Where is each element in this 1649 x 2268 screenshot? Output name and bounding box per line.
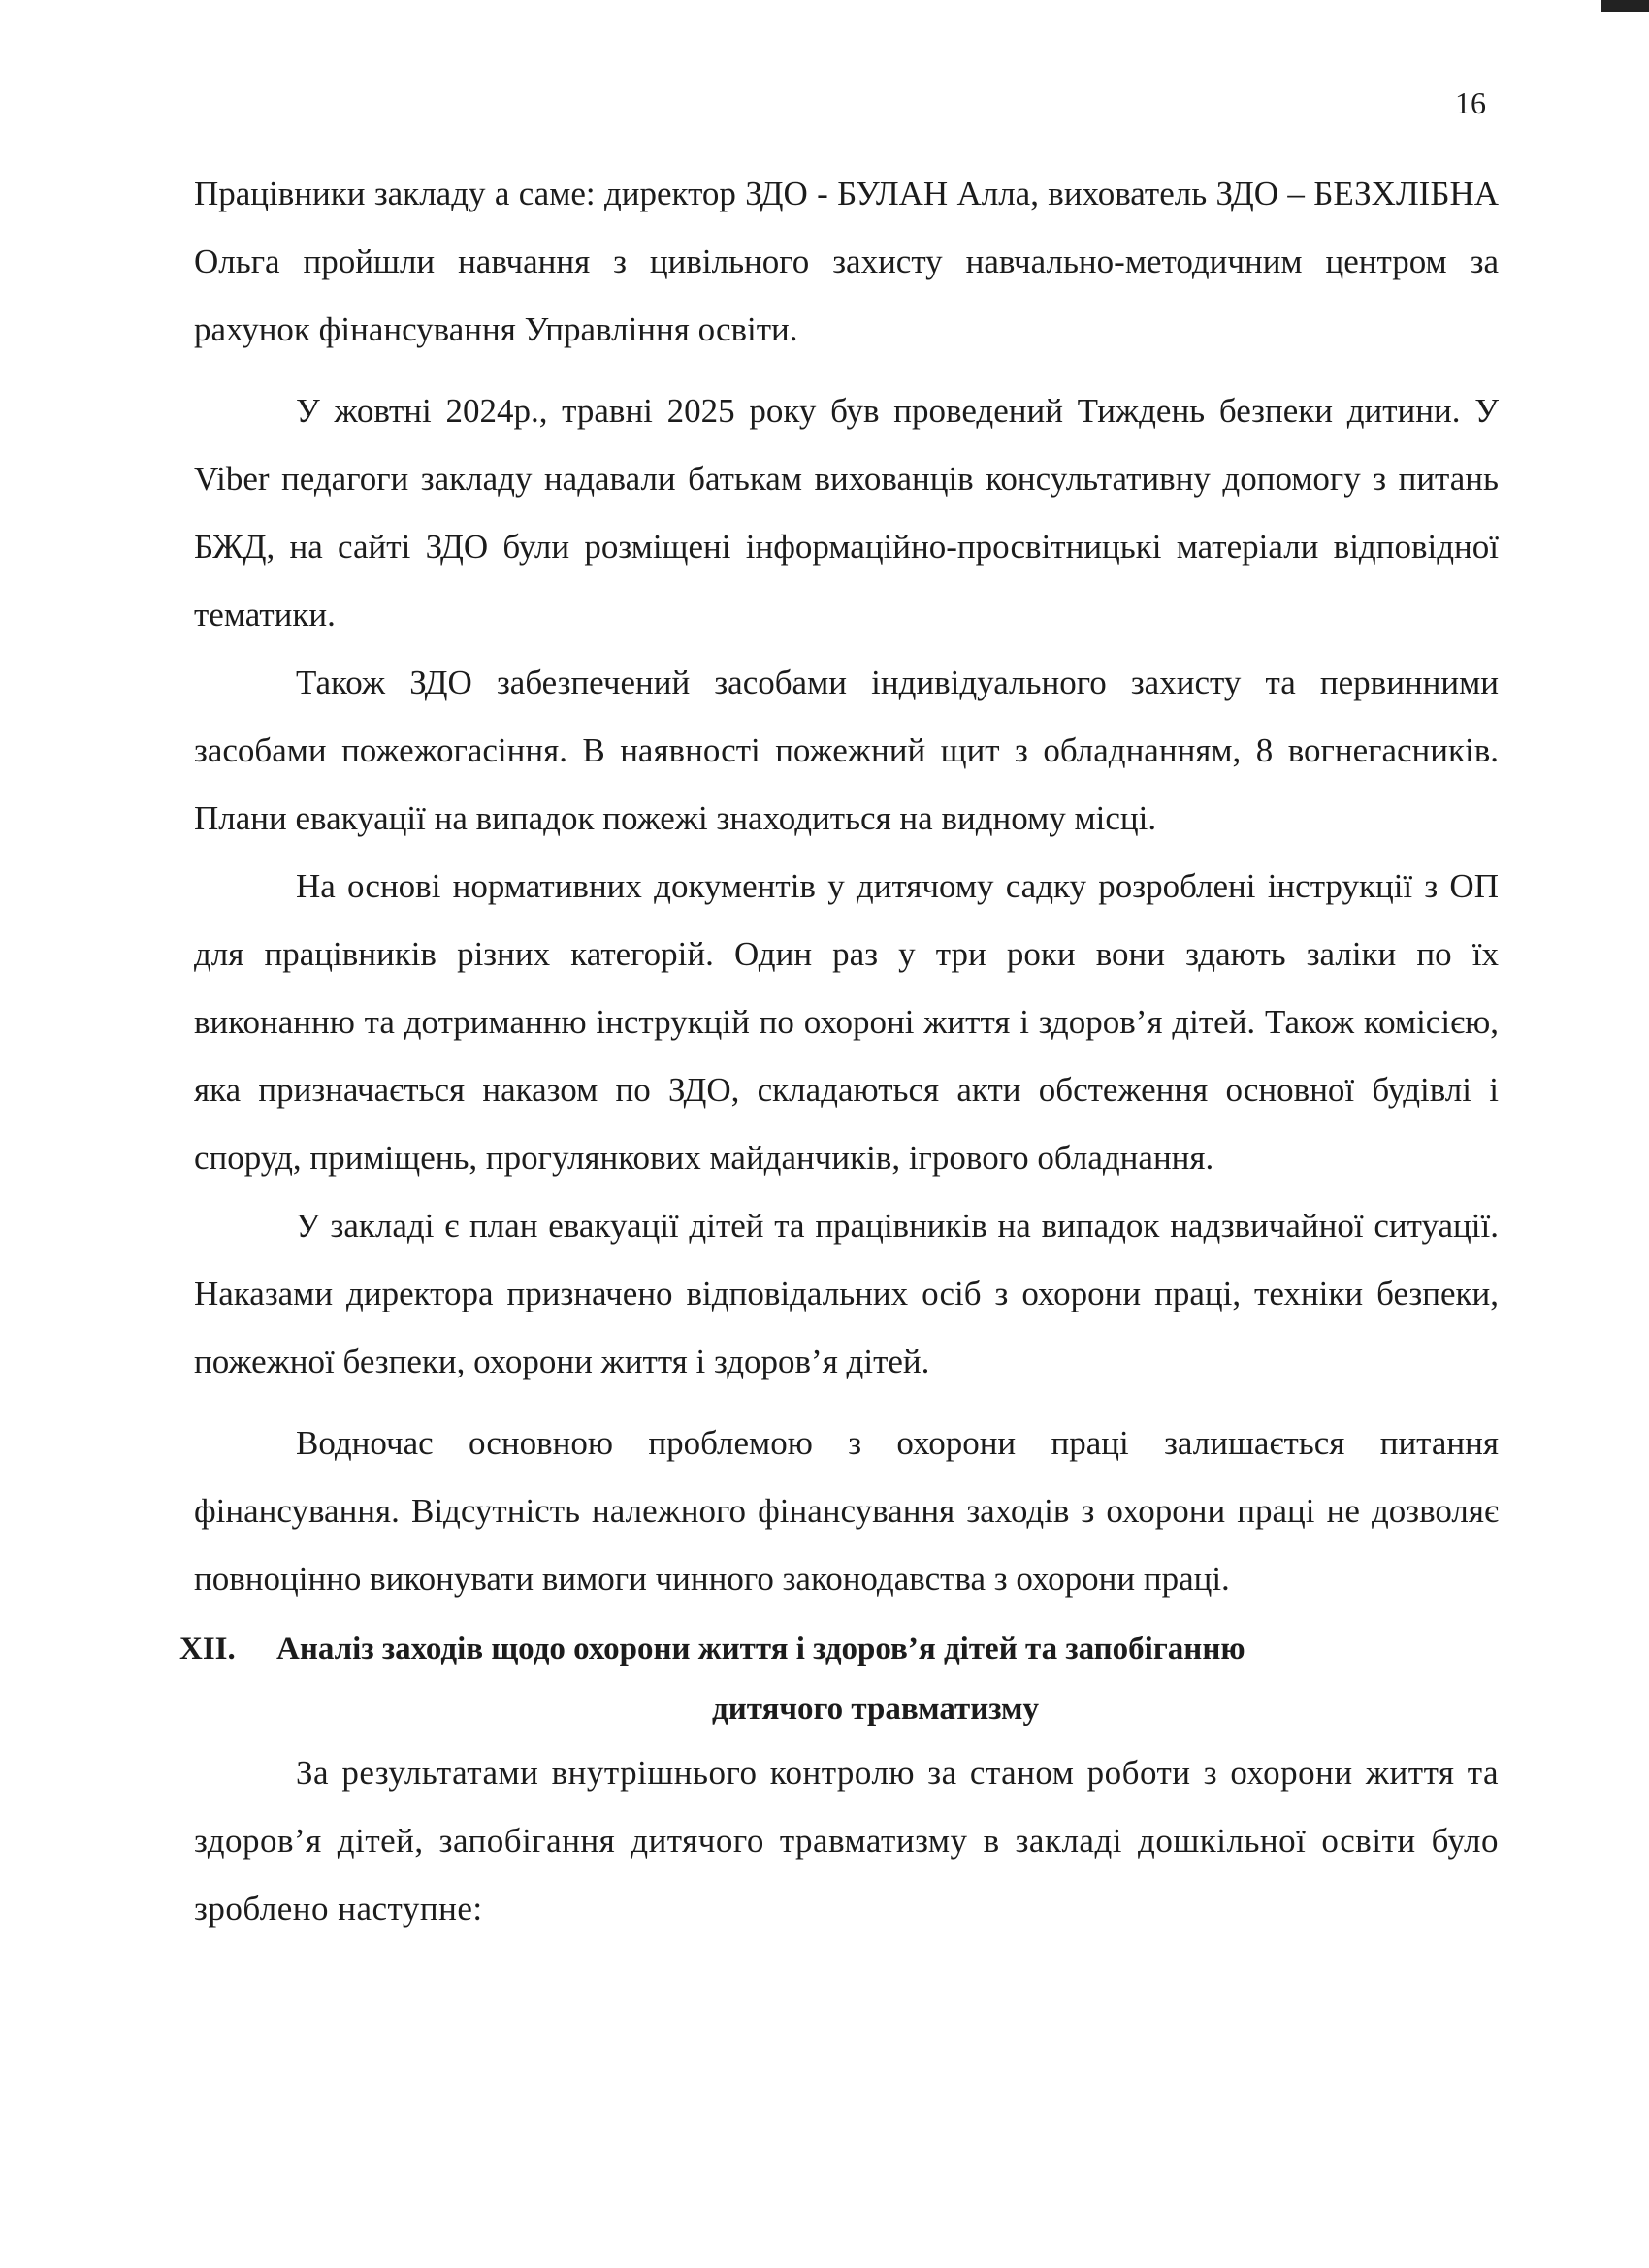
scan-corner-mark (1600, 0, 1649, 12)
section-title-line1: Аналіз заходів щодо охорони життя і здоров’я дітей та запобіганню (276, 1632, 1245, 1667)
section-heading (179, 1619, 1499, 1739)
paragraph-financing: Водночас основною проблемою з охорони праці залишається питання фінансування. Відсутність належного фінансування заходів з охорони праці не дозволяє повноцінно виконувати вимоги чинного законодавства з охорони праці. (194, 1424, 1499, 1598)
paragraph-instructions: На основі нормативних документів у дитячому садку розроблені інструкції з ОП для працівників різних категорій. Один раз у три роки вони здають заліки по їх виконанню та дотриманню інструкцій по охороні життя і здоров’я дітей. Також комісією, яка призначається наказом по ЗДО, складаються акти обстеження основної будівлі і споруд, приміщень, прогулянкових майданчиків, ігрового обладнання. (194, 867, 1499, 1177)
paragraph-safety-week: У жовтні 2024р., травні 2025 року був проведений Тиждень безпеки дитини. У Viber педагоги закладу надавали батькам вихованців консультативну допомогу з питань БЖД, на сайті ЗДО були розміщені інформаційно-просвітницькі матеріали відповідної тематики. (194, 392, 1499, 633)
section-number: XII. (179, 1632, 236, 1667)
paragraph-evacuation-plan: У закладі є план евакуації дітей та працівників на випадок надзвичайної ситуації. Наказами директора призначено відповідальних осіб з охорони праці, техніки безпеки, пожежної безпеки, охорони життя і здоров’я дітей. (194, 1207, 1499, 1380)
page-number: 16 (1455, 85, 1486, 120)
document-body (179, 160, 1499, 1943)
paragraph-staff-training: Працівники закладу а саме: директор ЗДО - БУЛАН Алла, вихователь ЗДО – БЕЗХЛІБНА Ольга пройшли навчання з цивільного захисту навчально-методичним центром за рахунок фінансування Управління освіти. (194, 175, 1499, 348)
paragraph-fire-equipment: Також ЗДО забезпечений засобами індивідуального захисту та первинними засобами пожежогасіння. В наявності пожежний щит з обладнанням, 8 вогнегасників. Плани евакуації на випадок пожежі знаходиться на видному місці. (194, 664, 1499, 837)
section-title-line2: дитячого травматизму (712, 1692, 1039, 1727)
paragraph-control-results: За результатами внутрішнього контролю за станом роботи з охорони життя та здоров’я дітей, запобігання дитячого травматизму в закладі дошкільної освіти було зроблено наступне: (194, 1754, 1499, 1928)
